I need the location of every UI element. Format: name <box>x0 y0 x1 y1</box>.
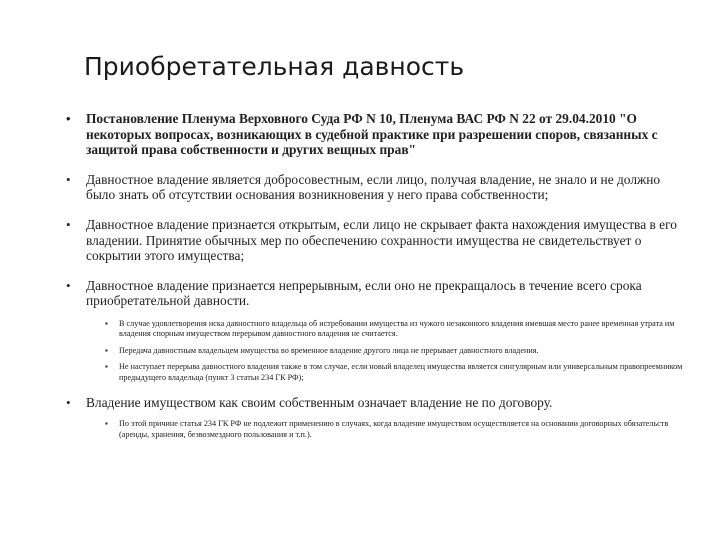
sub-list-ownership <box>62 419 690 440</box>
bullet-icon: • <box>66 171 71 187</box>
slide-title: Приобретательная давность <box>84 52 465 81</box>
sub-list-item <box>62 362 690 383</box>
list-item-open <box>62 217 690 264</box>
list-item-ownership <box>62 395 690 411</box>
sub-list-item <box>62 319 690 340</box>
bullet-icon: • <box>66 216 71 232</box>
sub-list-item-text: Не наступает перерыва давностного владения также в том случае, если новый владелец имущества является сингулярным или универсальным правопреемником предыдущего владельца (пункт 3 статьи 234 ГК РФ); <box>119 362 683 382</box>
list-item-text: Постановление Пленума Верховного Суда РФ N 10, Пленума ВАС РФ N 22 от 29.04.2010 "О некоторых вопросах, возникающих в судебной практике при разрешении споров, связанных с защитой права собственности и других вещных прав" <box>86 111 658 158</box>
list-item-continuous <box>62 278 690 309</box>
square-bullet-icon: ▪ <box>105 345 108 355</box>
bullet-icon: • <box>66 111 71 126</box>
sub-list-continuity <box>62 319 690 384</box>
list-item-text: Владение имуществом как своим собственным означает владение не по договору. <box>86 395 553 411</box>
list-item-resolution <box>62 111 690 158</box>
sub-list-item <box>62 346 690 357</box>
sub-list-item-text: По этой причине статья 234 ГК РФ не подлежит применению в случаях, когда владение имуществом осуществляется на основании договорных обязательств (аренды, хранения, безвозмездного пользования и т.п.). <box>119 419 669 439</box>
sub-list-item <box>62 419 690 440</box>
list-item-text: Давностное владение признается открытым, если лицо не скрывает факта нахождения имущества в его владении. Принятие обычных мер по обеспечению сохранности имущества не свидетельствует о сокрытии этого имущества; <box>86 216 677 264</box>
square-bullet-icon: ▪ <box>105 362 108 372</box>
sub-list-item-text: Передача давностным владельцем имущества во временное владение другого лица не прерывает давностного владения. <box>119 345 539 355</box>
bullet-icon: • <box>66 277 71 293</box>
list-item-good-faith <box>62 172 690 203</box>
sub-list-item-text: В случае удовлетворения иска давностного владельца об истребовании имущества из чужого незаконного владения имевшая место ранее временная утрата им владения спорным имуществом перерывом давностного владения не считается. <box>119 318 675 339</box>
bullet-icon: • <box>66 395 71 411</box>
list-item-text: Давностное владение является добросовестным, если лицо, получая владение, не знало и не должно было знать об отсутствии основания возникновения у него права собственности; <box>86 171 661 203</box>
slide-body <box>62 111 690 452</box>
list-item-text: Давностное владение признается непрерывным, если оно не прекращалось в течение всего срока приобретательной давности. <box>86 277 642 309</box>
square-bullet-icon: ▪ <box>105 419 108 429</box>
square-bullet-icon: ▪ <box>105 318 108 328</box>
